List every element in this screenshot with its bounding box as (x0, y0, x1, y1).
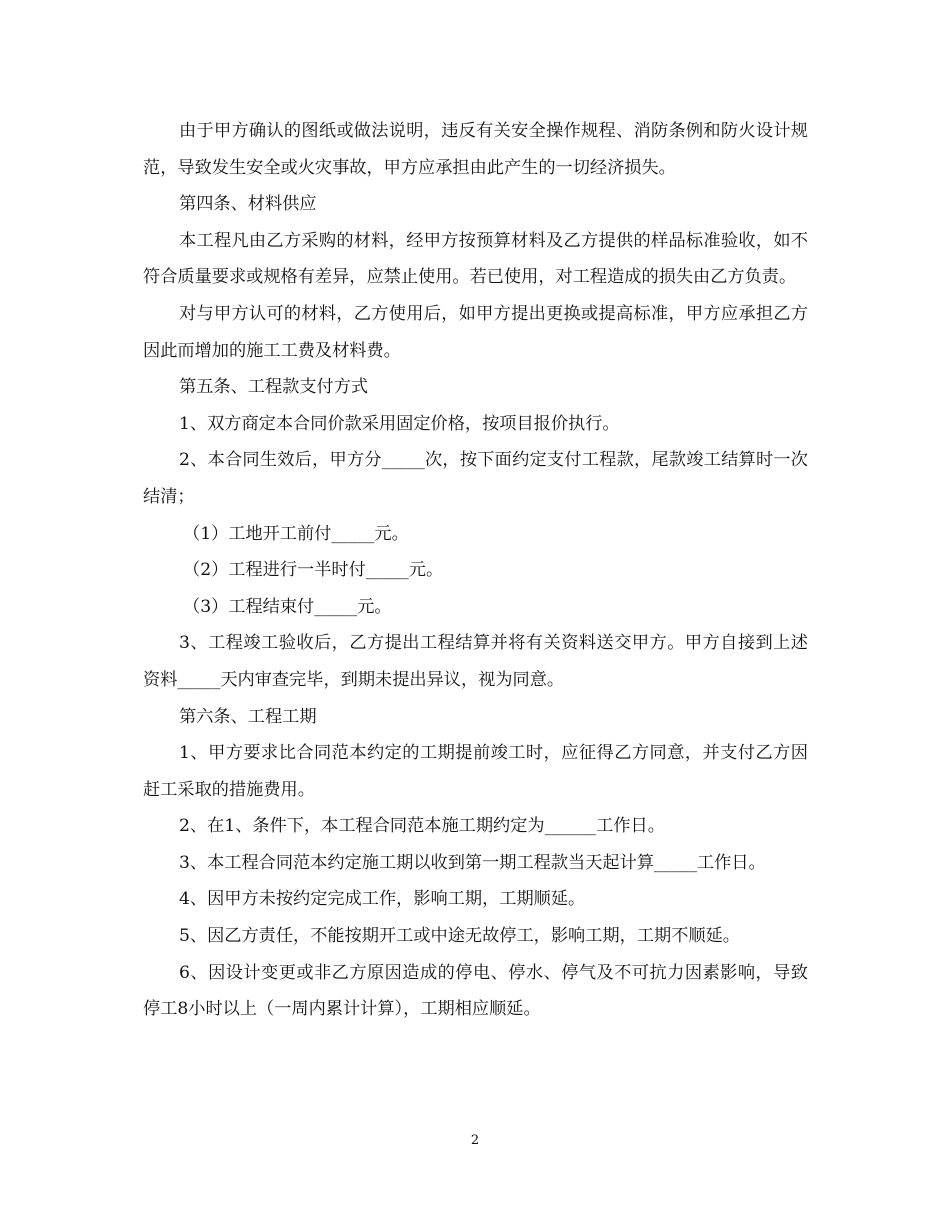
paragraph-payment-sub-1: （1）工地开工前付_____元。 (183, 523, 409, 544)
page-number: 2 (470, 1133, 480, 1148)
paragraph-payment-item-2: 2、本合同生效后，甲方分_____次，按下面约定支付工程款，尾款竣工结算时一次结清； (143, 450, 808, 507)
paragraph-schedule-item-5: 5、因乙方责任，不能按期开工或中途无故停工，影响工期，工期不顺延。 (179, 926, 740, 947)
paragraph-fire-liability: 由于甲方确认的图纸或做法说明，违反有关安全操作规程、消防条例和防火设计规范，导致发生安全或火灾事故，甲方应承担由此产生的一切经济损失。 (143, 121, 808, 178)
paragraph-payment-sub-2: （2）工程进行一半时付_____元。 (183, 560, 444, 581)
paragraph-schedule-item-4: 4、因甲方未按约定完成工作，影响工期，工期顺延。 (179, 889, 586, 910)
paragraph-schedule-item-2: 2、在1、条件下，本工程合同范本施工期约定为______工作日。 (179, 816, 665, 837)
section-heading-article-5: 第五条、工程款支付方式 (179, 377, 369, 398)
paragraph-schedule-item-6: 6、因设计变更或非乙方原因造成的停电、停水、停气及不可抗力因素影响，导致停工8小时以上（一周内累计计算），工期相应顺延。 (143, 962, 808, 1020)
paragraph-schedule-item-3: 3、本工程合同范本约定施工期以收到第一期工程款当天起计算_____工作日。 (179, 852, 766, 873)
section-heading-article-4: 第四条、材料供应 (179, 194, 317, 215)
paragraph-payment-item-1: 1、双方商定本合同价款采用固定价格，按项目报价执行。 (179, 413, 620, 434)
paragraph-materials-purchase: 本工程凡由乙方采购的材料，经甲方按预算材料及乙方提供的样品标准验收，如不符合质量要求或规格有差异，应禁止使用。若已使用，对工程造成的损失由乙方负责。 (143, 230, 808, 288)
section-heading-article-6: 第六条、工程工期 (179, 706, 317, 727)
paragraph-payment-sub-3: （3）工程结束付_____元。 (183, 596, 392, 617)
document-body (143, 113, 808, 1028)
paragraph-materials-change: 对与甲方认可的材料，乙方使用后，如甲方提出更换或提高标准，甲方应承担乙方因此而增加的施工工费及材料费。 (143, 303, 808, 361)
paragraph-payment-item-3: 3、工程竣工验收后，乙方提出工程结算并将有关资料送交甲方。甲方自接到上述资料_____天内审查完毕，到期未提出异议，视为同意。 (143, 633, 808, 690)
paragraph-schedule-item-1: 1、甲方要求比合同范本约定的工期提前竣工时，应征得乙方同意，并支付乙方因赶工采取的措施费用。 (143, 743, 808, 800)
